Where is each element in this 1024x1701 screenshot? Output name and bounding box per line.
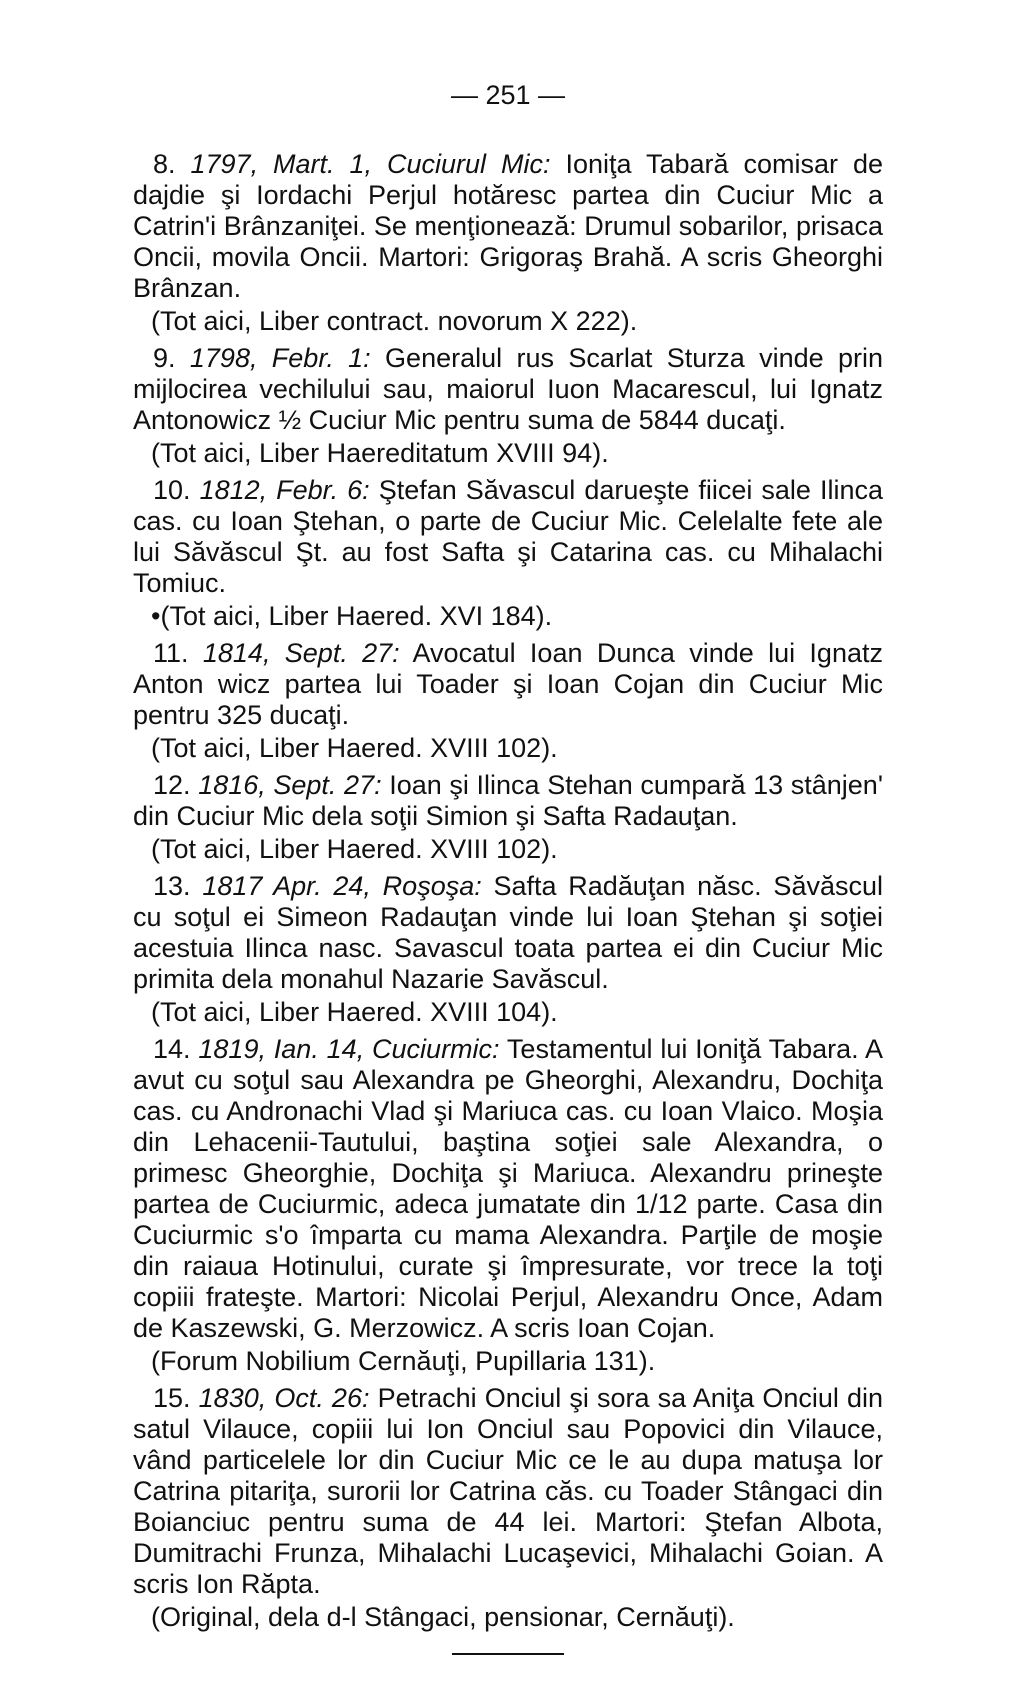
- entry-number: 13.: [153, 871, 191, 901]
- entry-11: [133, 638, 883, 764]
- entry-number: 9.: [153, 343, 176, 373]
- entry-number: 11.: [153, 638, 189, 668]
- entry-number: 8.: [153, 149, 176, 179]
- entry-source: (Forum Nobilium Cernăuţi, Pupillaria 131).: [151, 1346, 656, 1376]
- entry-number: 12.: [153, 770, 191, 800]
- entry-source: (Tot aici, Liber Haered. XVIII 104).: [151, 997, 558, 1027]
- entry-number: 15.: [153, 1383, 191, 1413]
- entry-13: [133, 871, 883, 1028]
- entry-date: 1797, Mart. 1, Cuciurul Mic:: [190, 149, 551, 179]
- page-number: — 251 —: [450, 80, 566, 110]
- entry-body: [133, 770, 883, 832]
- entry-date: 1814, Sept. 27:: [202, 638, 400, 668]
- entry-text: Testamentul lui Ioniţă Tabara. A avut cu soţul sau Alexandra pe Gheorghi, Alexandru, Dochiţa cas. cu Andronachi Vlad şi Mariuca cas. cu Ioan Vlaico. Moşia din Lehacenii-Tautului, baştina soţiei sale Alexandra, o primesc Gheorghie, Dochiţa şi Mariuca. Alexandru prineşte partea de Cuciurmic, adeca jumatate din 1/12 parte. Casa din Cuciurmic s'o împarta cu mama Alexandra. Parţile de moşie din raiaua Hotinului, curate şi împresurate, vor trece la toţi copiii frateşte. Martori: Nicolai Perjul, Alexandru Once, Adam de Kaszewski, G. Merzowicz. A scris Ioan Cojan.: [133, 1034, 883, 1343]
- entry-15: [133, 1383, 883, 1633]
- entry-source: (Tot aici, Liber Haered. XVIII 102).: [151, 834, 558, 864]
- entry-body: [133, 343, 883, 436]
- entry-text: Generalul rus Scarlat Sturza vinde prin mijlocirea vechilului sau, maiorul Iuon Macarescul, lui Ignatz Antonowicz ½ Cuciur Mic pentru suma de 5844 ducaţi.: [133, 343, 883, 435]
- entry-source: (Tot aici, Liber Haered. XVIII 102).: [151, 733, 558, 763]
- entry-body: [133, 638, 883, 731]
- entry-source: (Tot aici, Liber contract. novorum X 222).: [151, 306, 638, 336]
- entry-number: 14.: [153, 1034, 191, 1064]
- entry-source: •(Tot aici, Liber Haered. XVI 184).: [151, 601, 553, 631]
- entry-9: [133, 343, 883, 469]
- entry-date: 1812, Febr. 6:: [199, 475, 370, 505]
- entry-date: 1816, Sept. 27:: [198, 770, 382, 800]
- entry-body: [133, 871, 883, 995]
- entry-14: [133, 1034, 883, 1377]
- entry-8: [133, 149, 883, 337]
- entry-text: Avocatul Ioan Dunca vinde lui Ignatz Anton wicz partea lui Toader şi Ioan Cojan din Cuciur Mic pentru 325 ducaţi.: [133, 638, 883, 730]
- entry-source: (Tot aici, Liber Haereditatum XVIII 94).: [151, 438, 609, 468]
- entry-date: 1830, Oct. 26:: [198, 1383, 370, 1413]
- entry-date: 1819, Ian. 14, Cuciurmic:: [198, 1034, 500, 1064]
- entry-text: Ştefan Săvascul darueşte fiicei sale Ilinca cas. cu Ioan Ştehan, o parte de Cuciur Mic. Celelalte fete ale lui Săvăscul Şt. au fost Safta şi Catarina cas. cu Mihalachi Tomiuc.: [133, 475, 883, 598]
- entry-10: [133, 475, 883, 632]
- entry-text: Petrachi Onciul şi sora sa Aniţa Onciul din satul Vilauce, copiii lui Ion Onciul sau Popovici din Vilauce, vând particelele lor din Cuciur Mic ce le au dupa matuşa lor Catrina pitariţa, surorii lor Catrina căs. cu Toader Stângaci din Boianciuc pentru suma de 44 lei. Martori: Ştefan Albota, Dumitrachi Frunza, Mihalachi Lucaşevici, Mihalachi Goian. A scris Ion Răpta.: [133, 1383, 883, 1599]
- entry-number: 10.: [153, 475, 191, 505]
- entry-body: [133, 475, 883, 599]
- entry-body: [133, 149, 883, 304]
- entry-12: [133, 770, 883, 865]
- entry-text: Ioniţa Tabară comisar de dajdie şi Iordachi Perjul hotăresc partea din Cuciur Mic a Catrin'i Brânzaniţei. Se menţionează: Drumul sobarilor, prisaca Oncii, movila Oncii. Martori: Grigoraş Brahă. A scris Gheorghi Brânzan.: [133, 149, 883, 303]
- document-page: [133, 80, 883, 1655]
- entry-date: 1798, Febr. 1:: [189, 343, 371, 373]
- entry-body: [133, 1383, 883, 1600]
- entry-text: Safta Radăuţan născ. Săvăscul cu soţul ei Simeon Radauţan vinde lui Ioan Ştehan şi soţiei acestuia Ilinca nasc. Savascul toata partea ei din Cuciur Mic primita dela monahul Nazarie Savăscul.: [133, 871, 883, 994]
- entry-body: [133, 1034, 883, 1344]
- entry-text: Ioan şi Ilinca Stehan cumpară 13 stânjen' din Cuciur Mic dela soţii Simion şi Safta Radauţan.: [133, 770, 883, 831]
- end-rule: [452, 1653, 564, 1655]
- entry-source: (Original, dela d-l Stângaci, pensionar, Cernăuţi).: [151, 1602, 735, 1632]
- entry-date: 1817 Apr. 24, Roşoşa:: [202, 871, 482, 901]
